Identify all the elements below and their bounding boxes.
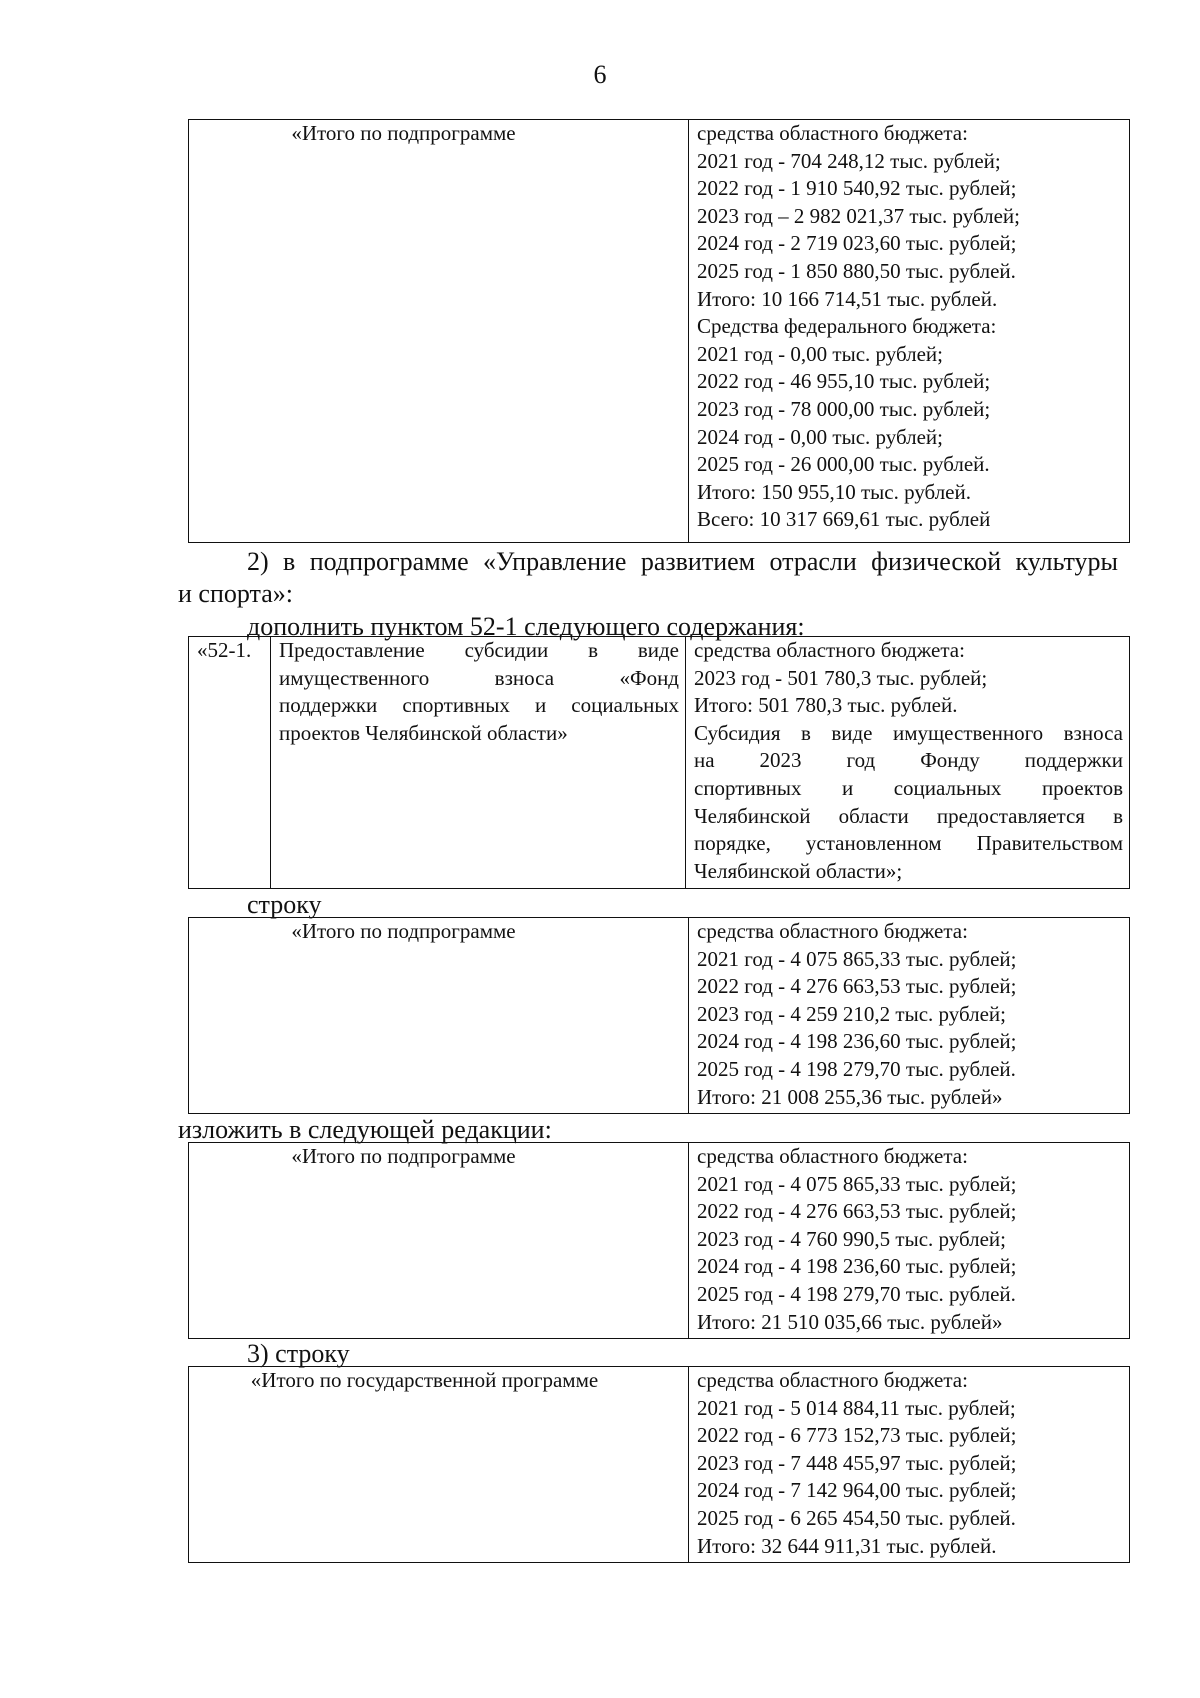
note-line: Челябинской области»; — [694, 858, 903, 883]
funding-line: средства областного бюджета: — [697, 1144, 968, 1168]
funding-line: 2022 год - 4 276 663,53 тыс. рублей; — [697, 1199, 1017, 1224]
funding-line: Итого: 150 955,10 тыс. рублей. — [697, 479, 971, 504]
subprogram-total-table-1 — [188, 119, 1130, 543]
funding-line: 2024 год - 0,00 тыс. рублей; — [697, 424, 944, 449]
funding-cell — [689, 918, 1130, 1114]
funding-line: 2025 год - 26 000,00 тыс. рублей. — [697, 452, 990, 477]
funding-line: 2025 год - 6 265 454,50 тыс. рублей. — [697, 1505, 1016, 1530]
subprogram-total-label: «Итого по подпрограмме — [291, 1144, 516, 1168]
paragraph-3: 3) строку — [247, 1339, 350, 1368]
note-line: Субсидия в виде имущественного взноса — [694, 720, 1123, 745]
funding-line: 2023 год - 7 448 455,97 тыс. рублей; — [697, 1450, 1017, 1475]
funding-line: 2024 год - 2 719 023,60 тыс. рублей; — [697, 231, 1017, 256]
description-line: поддержки спортивных и социальных — [279, 693, 679, 718]
description-line: проектов Челябинской области» — [279, 720, 568, 745]
funding-line: 2022 год - 6 773 152,73 тыс. рублей; — [697, 1423, 1017, 1448]
subprogram-total-table-old — [188, 917, 1130, 1114]
funding-line: 2025 год - 4 198 279,70 тыс. рублей. — [697, 1056, 1016, 1081]
program-total-label: «Итого по государственной программе — [250, 1368, 599, 1392]
page-number: 6 — [593, 60, 607, 89]
table-label-cell — [189, 1367, 689, 1563]
funding-line: 2023 год - 4 259 210,2 тыс. рублей; — [697, 1001, 1007, 1026]
description-line: имущественного взноса «Фонд — [279, 665, 679, 690]
funding-cell — [689, 1367, 1130, 1563]
paragraph-2-line-2: и спорта»: — [178, 579, 293, 608]
funding-line: 2023 год – 2 982 021,37 тыс. рублей; — [697, 203, 1021, 228]
note-line: на 2023 год Фонду поддержки — [694, 748, 1123, 773]
funding-line: 2023 год - 4 760 990,5 тыс. рублей; — [697, 1226, 1007, 1251]
funding-line: Итого: 21 510 035,66 тыс. рублей» — [697, 1309, 1003, 1334]
description-line: Предоставление субсидии в виде — [279, 638, 679, 662]
item-funding-cell — [686, 637, 1130, 889]
funding-cell — [689, 1143, 1130, 1339]
funding-line: 2025 год - 1 850 880,50 тыс. рублей. — [697, 258, 1016, 283]
funding-line: средства областного бюджета: — [694, 638, 965, 662]
funding-line: Итого: 501 780,3 тыс. рублей. — [694, 693, 958, 718]
funding-line: Всего: 10 317 669,61 тыс. рублей — [697, 507, 991, 532]
funding-line: Итого: 21 008 255,36 тыс. рублей» — [697, 1084, 1003, 1109]
table-label-cell — [189, 918, 689, 1114]
funding-line: средства областного бюджета: — [697, 1368, 968, 1392]
subprogram-total-table-new — [188, 1142, 1130, 1339]
program-total-table — [188, 1366, 1130, 1563]
table-label-cell — [189, 1143, 689, 1339]
subprogram-total-label: «Итого по подпрограмме — [291, 121, 516, 145]
funding-line: 2021 год - 5 014 884,11 тыс. рублей; — [697, 1395, 1016, 1420]
paragraph-new-edition: изложить в следующей редакции: — [178, 1115, 552, 1144]
funding-line: 2022 год - 1 910 540,92 тыс. рублей; — [697, 176, 1017, 201]
funding-line: 2021 год - 4 075 865,33 тыс. рублей; — [697, 946, 1017, 971]
note-line: Челябинской области предоставляется в — [694, 803, 1123, 828]
funding-line: Итого: 32 644 911,31 тыс. рублей. — [697, 1533, 997, 1558]
funding-line: 2021 год - 704 248,12 тыс. рублей; — [697, 148, 1001, 173]
funding-line: 2022 год - 46 955,10 тыс. рублей; — [697, 369, 991, 394]
word-stroku: строку — [247, 890, 322, 919]
funding-line: 2021 год - 0,00 тыс. рублей; — [697, 341, 944, 366]
paragraph-2-line-3: дополнить пунктом 52-1 следующего содержания: — [247, 612, 805, 641]
funding-line: 2025 год - 4 198 279,70 тыс. рублей. — [697, 1281, 1016, 1306]
funding-line: 2021 год - 4 075 865,33 тыс. рублей; — [697, 1171, 1017, 1196]
funding-line: 2024 год - 4 198 236,60 тыс. рублей; — [697, 1254, 1017, 1279]
funding-line: Итого: 10 166 714,51 тыс. рублей. — [697, 286, 998, 311]
funding-line: Средства федерального бюджета: — [697, 314, 997, 339]
funding-line: 2024 год - 4 198 236,60 тыс. рублей; — [697, 1029, 1017, 1054]
funding-cell — [689, 120, 1130, 543]
funding-line: 2022 год - 4 276 663,53 тыс. рублей; — [697, 974, 1017, 999]
note-line: порядке, установленном Правительством — [694, 831, 1123, 856]
note-line: спортивных и социальных проектов — [694, 775, 1123, 800]
funding-line: средства областного бюджета: — [697, 121, 968, 145]
subprogram-total-label: «Итого по подпрограмме — [291, 919, 516, 943]
item-number-cell — [189, 637, 271, 889]
item-number: «52-1. — [197, 638, 252, 662]
funding-line: средства областного бюджета: — [697, 919, 968, 943]
item-description-cell — [271, 637, 686, 889]
funding-line: 2024 год - 7 142 964,00 тыс. рублей; — [697, 1478, 1017, 1503]
item-52-1-table — [188, 636, 1130, 889]
funding-line: 2023 год - 78 000,00 тыс. рублей; — [697, 396, 991, 421]
paragraph-2-line-1: 2) в подпрограмме «Управление развитием отрасли физической культуры — [247, 547, 1118, 576]
funding-line: 2023 год - 501 780,3 тыс. рублей; — [694, 665, 988, 690]
table-label-cell — [189, 120, 689, 543]
